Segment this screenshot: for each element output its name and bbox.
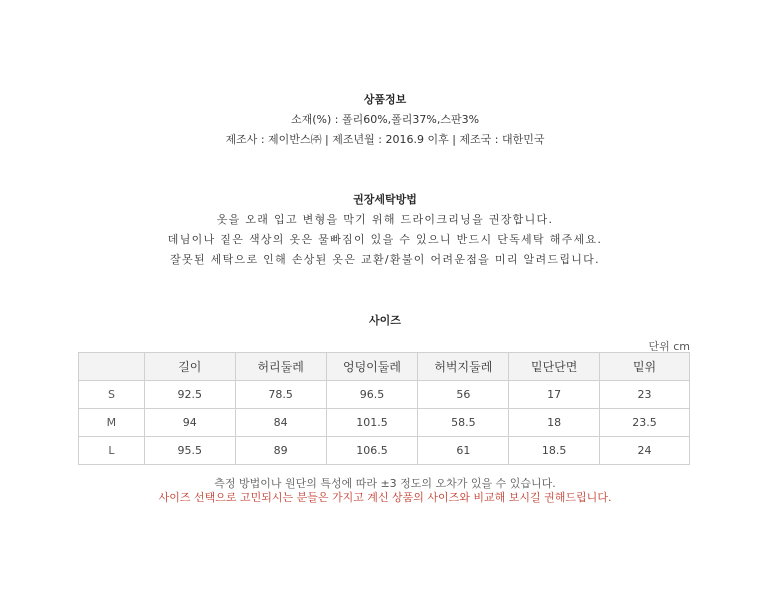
size-label-cell: L (79, 437, 145, 465)
washing-line-2: 데님이나 짙은 색상의 옷은 물빠짐이 있을 수 있으니 반드시 단독세탁 해주세요. (167, 233, 603, 246)
table-cell: 84 (235, 409, 326, 437)
table-cell: 89 (235, 437, 326, 465)
table-cell: 56 (418, 381, 509, 409)
table-cell: 58.5 (418, 409, 509, 437)
header-cell-thigh: 허벅지둘레 (418, 353, 509, 381)
size-label-cell: M (79, 409, 145, 437)
table-cell: 61 (418, 437, 509, 465)
table-cell: 18.5 (509, 437, 600, 465)
table-cell: 94 (144, 409, 235, 437)
washing-line-1: 옷을 오래 입고 변형을 막기 위해 드라이크리닝을 권장합니다. (216, 213, 554, 226)
header-cell-rise: 밑위 (600, 353, 690, 381)
table-cell: 23 (600, 381, 690, 409)
table-cell: 96.5 (326, 381, 418, 409)
header-cell-hip: 엉덩이둘레 (326, 353, 418, 381)
washing-line-3: 잘못된 세탁으로 인해 손상된 옷은 교환/환불이 어려운점을 미리 알려드립니다. (170, 253, 600, 266)
washing-title: 권장세탁방법 (353, 193, 417, 206)
size-unit-label: 단위 cm (648, 340, 690, 353)
size-title: 사이즈 (369, 314, 401, 327)
header-cell-waist: 허리둘레 (235, 353, 326, 381)
size-table-header-row (79, 353, 690, 381)
product-info-title: 상품정보 (363, 93, 407, 106)
table-cell: 106.5 (326, 437, 418, 465)
table-cell: 78.5 (235, 381, 326, 409)
table-cell: 23.5 (600, 409, 690, 437)
size-label-cell: S (79, 381, 145, 409)
size-table (78, 352, 690, 465)
table-cell: 92.5 (144, 381, 235, 409)
table-cell: 101.5 (326, 409, 418, 437)
material-line: 소재(%) : 폴리60%,폴리37%,스판3% (290, 113, 480, 126)
header-cell-hem: 밑단단면 (509, 353, 600, 381)
size-compare-note: 사이즈 선택으로 고민되시는 분들은 가지고 계신 상품의 사이즈와 비교해 보시길 권해드립니다. (158, 491, 612, 504)
table-row (79, 381, 690, 409)
table-row (79, 437, 690, 465)
manufacturer-line: 제조사 : 제이반스㈜ | 제조년월 : 2016.9 이후 | 제조국 : 대한민국 (225, 133, 545, 146)
table-cell: 95.5 (144, 437, 235, 465)
table-cell: 24 (600, 437, 690, 465)
table-cell: 17 (509, 381, 600, 409)
measurement-note: 측정 방법이나 원단의 특성에 따라 ±3 정도의 오차가 있을 수 있습니다. (214, 477, 556, 490)
header-cell-length: 길이 (144, 353, 235, 381)
table-row (79, 409, 690, 437)
table-cell: 18 (509, 409, 600, 437)
header-cell-empty (79, 353, 145, 381)
